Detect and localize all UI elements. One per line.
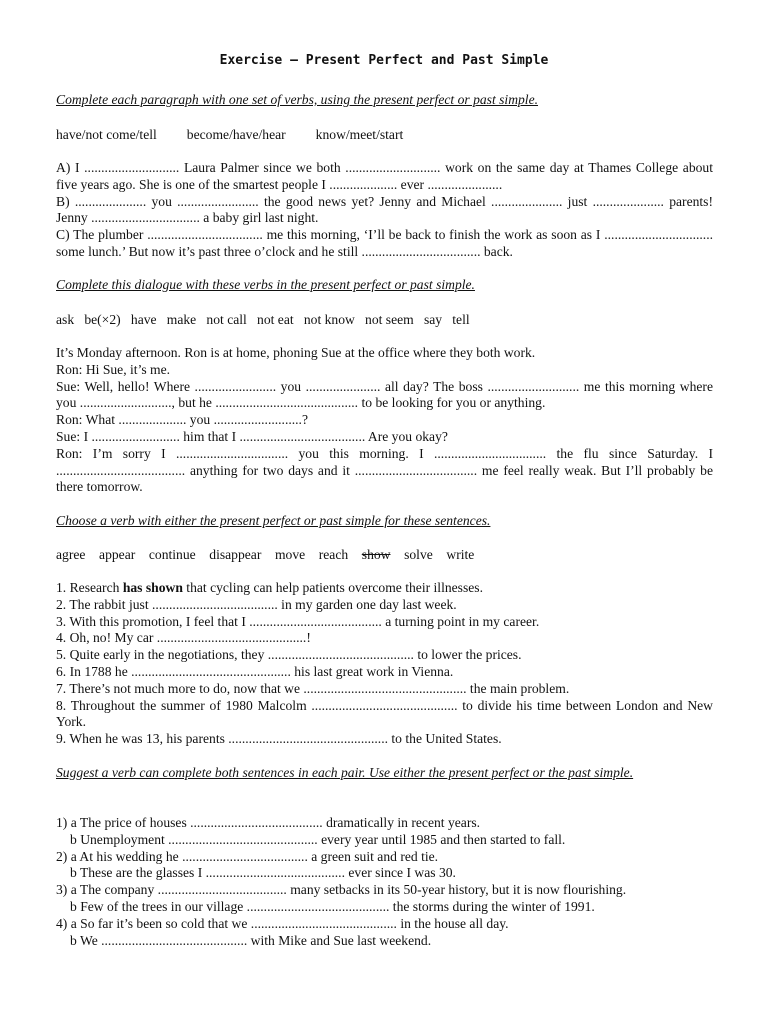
verb: appear xyxy=(99,547,136,562)
verb: make xyxy=(166,312,197,327)
verb: write xyxy=(446,547,475,562)
verb: move xyxy=(274,547,306,562)
section3-instruction: Choose a verb with either the present perfect or past simple for these sentences. xyxy=(56,513,491,528)
example-suffix: that cycling can help patients overcome their illnesses. xyxy=(182,580,483,595)
verb: not seem xyxy=(365,312,414,327)
verb-struck: show xyxy=(361,547,391,562)
section4-pairs xyxy=(56,815,713,949)
sentence: 8. Throughout the summer of 1980 Malcolm ........................................... to divide his time between London and New York. xyxy=(56,697,713,730)
dialogue-line: Ron: What .................... you ..........................? xyxy=(56,412,308,428)
sentence: 6. In 1788 he ............................................... his last great work in Vienna. xyxy=(56,663,454,679)
section1-instruction: Complete each paragraph with one set of verbs, using the present perfect or past simple. xyxy=(56,92,539,107)
verb: reach xyxy=(318,547,349,562)
section3-sentences xyxy=(56,580,713,748)
verb: have xyxy=(130,312,157,327)
verb: be(×2) xyxy=(84,312,121,327)
sentence: 5. Quite early in the negotiations, they ........................................... to lower the prices. xyxy=(56,647,522,663)
page-title: Exercise — Present Perfect and Past Simple xyxy=(219,53,549,68)
section2-instruction: Complete this dialogue with these verbs in the present perfect or past simple. xyxy=(56,277,475,292)
verb: tell xyxy=(452,312,470,327)
sentence: 7. There’s not much more to do, now that we ................................................ the main problem. xyxy=(56,680,570,696)
sentence: 3. With this promotion, I feel that I ....................................... a turning point in my career. xyxy=(56,613,540,629)
example-prefix: 1. Research xyxy=(56,580,123,595)
sentence: 4. Oh, no! My car ............................................! xyxy=(56,630,311,646)
pair-line: 2) a At his wedding he ..................................... a green suit and red tie. xyxy=(56,848,439,864)
verb: not eat xyxy=(257,312,294,327)
pair-line: b These are the glasses I ......................................... ever since I was 30. xyxy=(70,865,456,881)
section2-dialogue xyxy=(56,345,713,496)
verb: say xyxy=(423,312,443,327)
dialogue-line: Ron: I’m sorry I ................................. you this morning. I ................................. the flu since Saturday. I ...................................... anything for two days and it .................................... me feel really weak. But I’ll probably be there tomorrow. xyxy=(56,445,713,495)
word-set: know/meet/start xyxy=(315,127,404,142)
section2-verb-list xyxy=(56,312,713,329)
paragraph-a: A) I ............................ Laura Palmer since we both ............................ work on the same day at Thames College about five years ago. She is one of the smartest people I .................... ever ...................... xyxy=(56,160,713,192)
pair-line: b We ........................................... with Mike and Sue last weekend. xyxy=(70,932,432,948)
verb: disappear xyxy=(209,547,262,562)
verb: continue xyxy=(148,547,196,562)
verb: not know xyxy=(303,312,355,327)
verb: agree xyxy=(56,547,86,562)
word-set: become/have/hear xyxy=(186,127,286,142)
sentence: 2. The rabbit just ..................................... in my garden one day last week. xyxy=(56,596,457,612)
section3-verb-list xyxy=(56,547,713,564)
verb: solve xyxy=(404,547,433,562)
section1-word-sets xyxy=(56,127,713,144)
dialogue-line: Ron: Hi Sue, it’s me. xyxy=(56,361,171,377)
section4-instruction: Suggest a verb can complete both sentences in each pair. Use either the present perfect or the past simple. xyxy=(56,765,634,780)
dialogue-line: Sue: I .......................... him that I ..................................... Are you okay? xyxy=(56,428,448,444)
pair-line: b Unemployment ............................................ every year until 1985 and then started to fall. xyxy=(70,831,566,847)
pair-line: 4) a So far it’s been so cold that we ........................................... in the house all day. xyxy=(56,915,509,931)
verb: ask xyxy=(56,312,75,327)
word-set: have/not come/tell xyxy=(56,127,157,142)
dialogue-line: It’s Monday afternoon. Ron is at home, phoning Sue at the office where they both work. xyxy=(56,345,536,360)
pair-line: 1) a The price of houses ....................................... dramatically in recent years. xyxy=(56,815,481,830)
paragraph-b: B) ..................... you ........................ the good news yet? Jenny and Michael ..................... just ..................... parents! Jenny ................................ a baby girl last night. xyxy=(56,193,713,226)
verb: not call xyxy=(206,312,247,327)
example-answer: has shown xyxy=(122,580,183,595)
dialogue-line: Sue: Well, hello! Where ........................ you ...................... all day? The boss ........................... me this morning where you ..........................., but he .......................................... to be looking for you or anything. xyxy=(56,378,713,411)
paragraph-c: C) The plumber .................................. me this morning, ‘I’ll be back to finish the work as soon as I ................................ some lunch.’ But now it’s past three o’clock and he still ................................... back. xyxy=(56,227,713,259)
pair-line: b Few of the trees in our village .......................................... the storms during the winter of 1991. xyxy=(70,898,595,914)
pair-line: 3) a The company ...................................... many setbacks in its 50-year history, but it is now flourishing. xyxy=(56,882,627,898)
section1-paragraphs xyxy=(56,160,713,261)
sentence-example xyxy=(56,580,713,597)
sentence: 9. When he was 13, his parents ............................................... to the United States. xyxy=(56,731,502,747)
